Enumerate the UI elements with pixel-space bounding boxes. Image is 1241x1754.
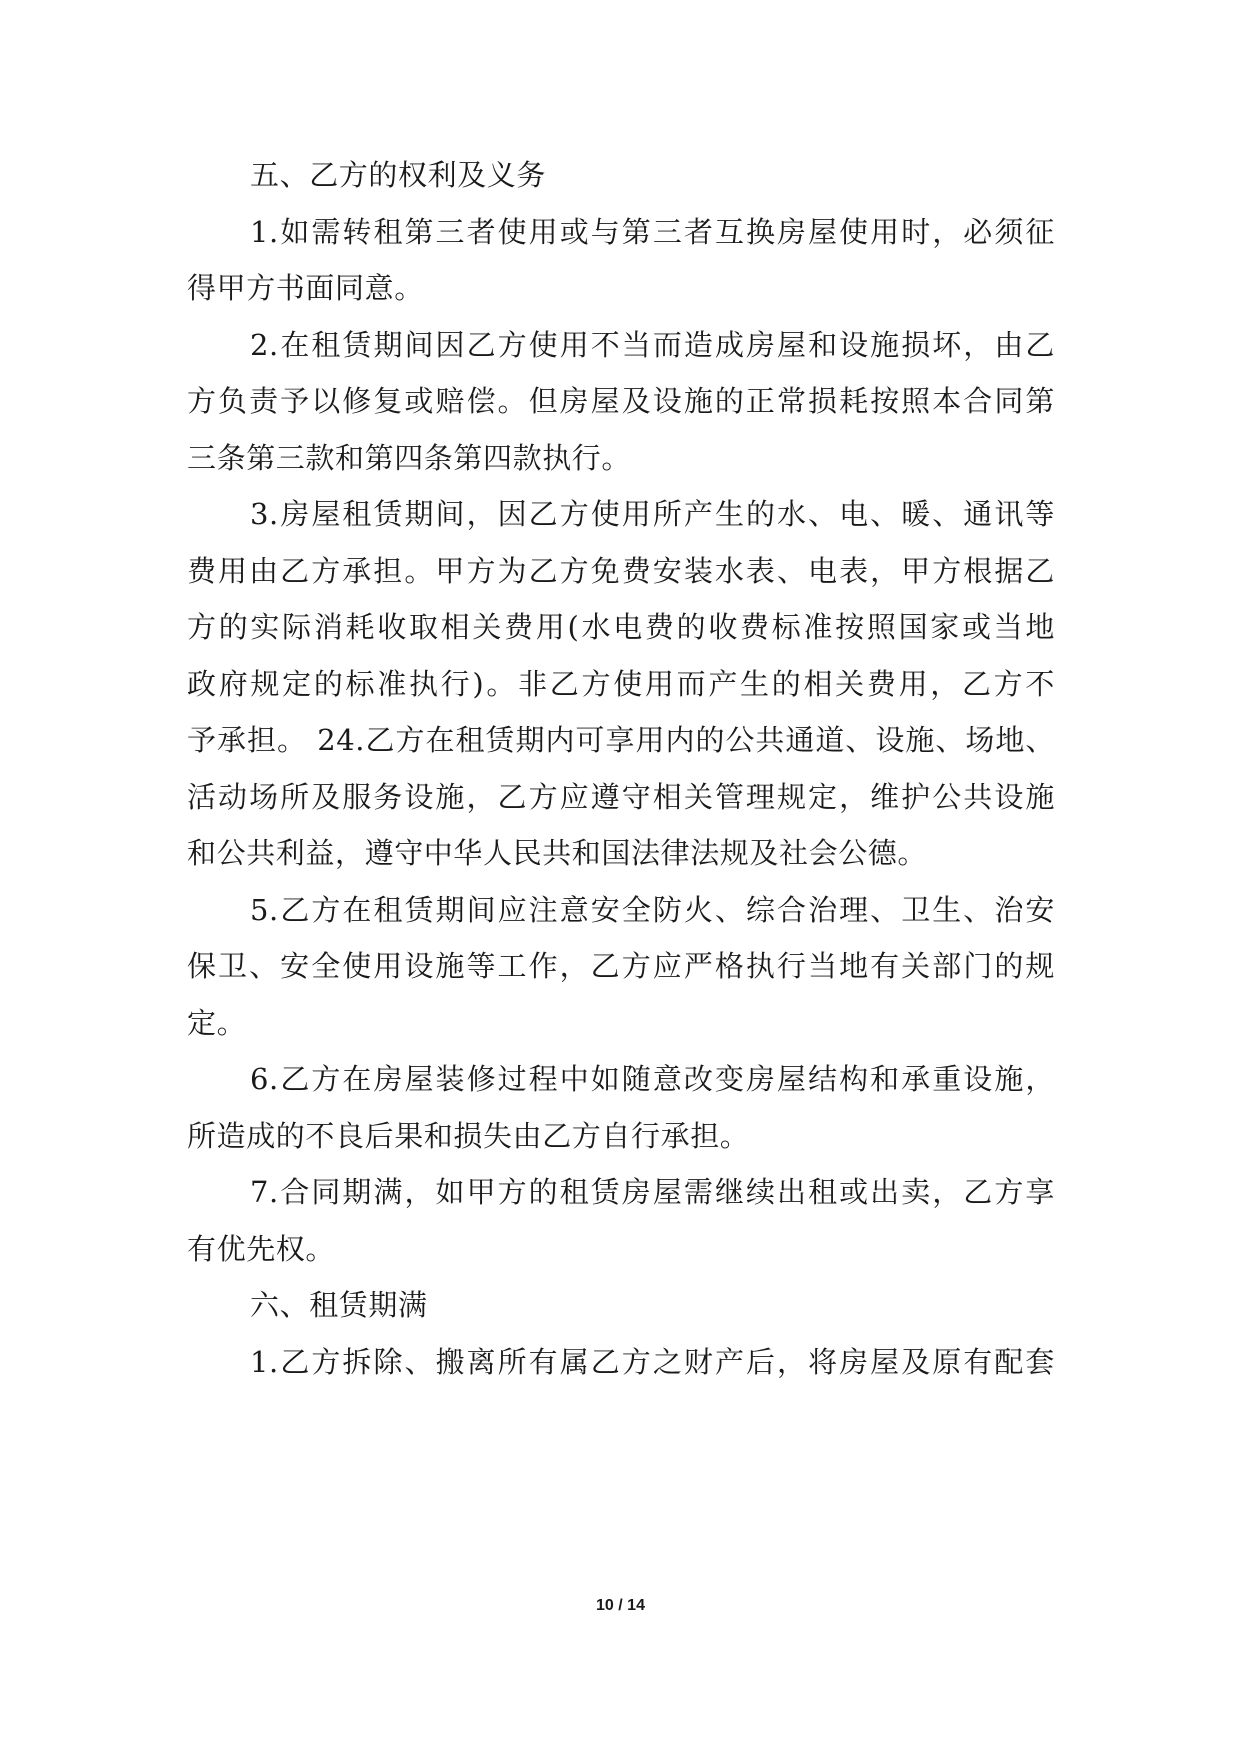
text-line: 方负责予以修复或赔偿。但房屋及设施的正常损耗按照本合同第 <box>187 384 1055 418</box>
text-line: 三条第三款和第四条第四款执行。 <box>187 441 632 475</box>
text-line: 7.合同期满，如甲方的租赁房屋需继续出租或出卖，乙方享 <box>250 1175 1055 1209</box>
text-line: 2.在租赁期间因乙方使用不当而造成房屋和设施损坏，由乙 <box>250 328 1055 362</box>
text-line: 政府规定的标准执行)。非乙方使用而产生的相关费用，乙方不 <box>187 667 1055 701</box>
text-line: 所造成的不良后果和损失由乙方自行承担。 <box>187 1119 750 1153</box>
text-line: 方的实际消耗收取相关费用(水电费的收费标准按照国家或当地 <box>187 610 1055 644</box>
text-line: 保卫、安全使用设施等工作，乙方应严格执行当地有关部门的规 <box>187 949 1055 983</box>
section-heading-5: 五、乙方的权利及义务 <box>250 158 547 192</box>
text-line: 费用由乙方承担。甲方为乙方免费安装水表、电表，甲方根据乙 <box>187 554 1055 588</box>
text-line: 5.乙方在租赁期间应注意安全防火、综合治理、卫生、治安 <box>250 893 1055 927</box>
text-line: 和公共利益，遵守中华人民共和国法律法规及社会公德。 <box>187 836 928 870</box>
text-line: 活动场所及服务设施，乙方应遵守相关管理规定，维护公共设施 <box>187 780 1055 814</box>
section-heading-6: 六、租赁期满 <box>250 1288 428 1322</box>
text-line: 3.房屋租赁期间，因乙方使用所产生的水、电、暖、通讯等 <box>250 497 1055 531</box>
text-line: 定。 <box>187 1006 247 1040</box>
text-line: 6.乙方在房屋装修过程中如随意改变房屋结构和承重设施， <box>250 1062 1055 1096</box>
text-line: 予承担。 24.乙方在租赁期内可享用内的公共通道、设施、场地、 <box>187 723 1055 757</box>
page-number: 10 / 14 <box>596 1597 645 1614</box>
text-line: 1.乙方拆除、搬离所有属乙方之财产后，将房屋及原有配套 <box>250 1345 1055 1379</box>
text-line: 得甲方书面同意。 <box>187 271 424 305</box>
text-line: 有优先权。 <box>187 1232 336 1266</box>
text-line: 1.如需转租第三者使用或与第三者互换房屋使用时，必须征 <box>250 215 1055 249</box>
